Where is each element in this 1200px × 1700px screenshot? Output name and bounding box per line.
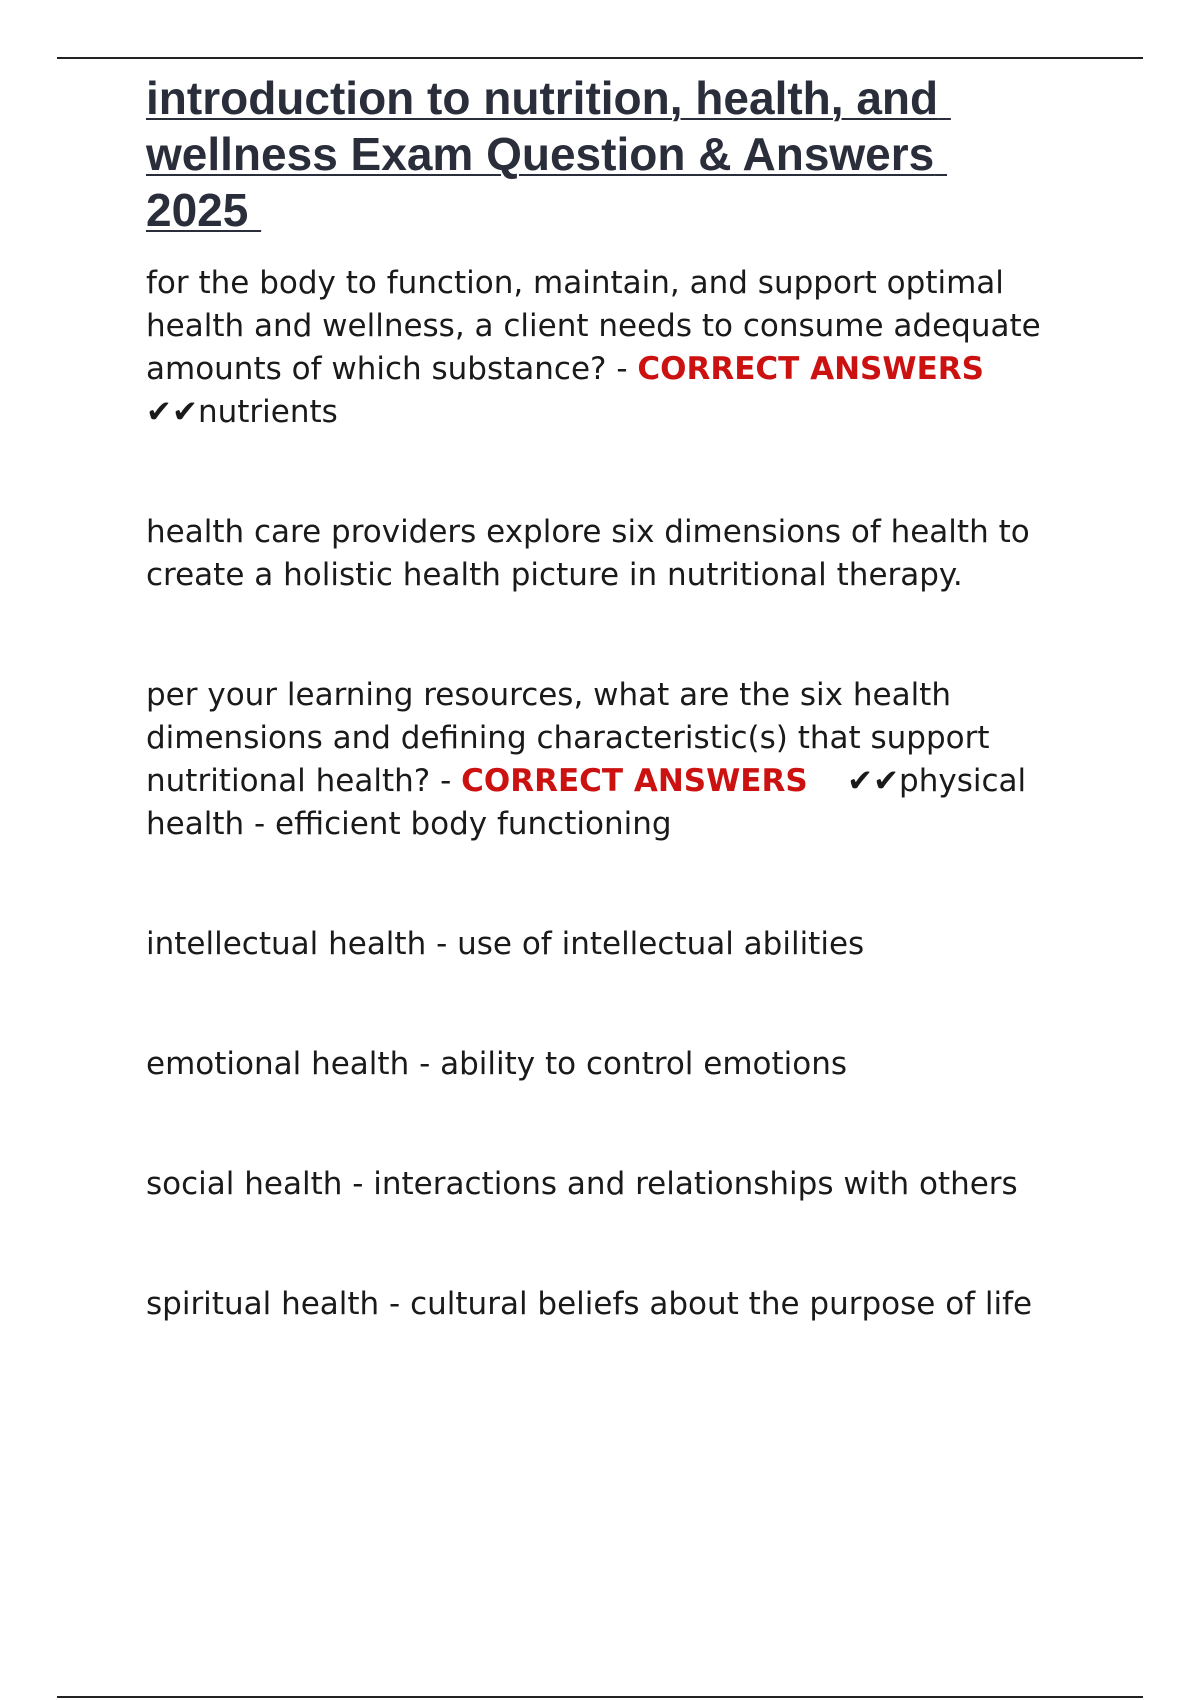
top-rule <box>57 57 1143 59</box>
question-1-text: for the body to function, maintain, and support optimal health and wellness, a client needs to consume adequate amounts of which substance? - <box>146 265 1041 387</box>
intro-paragraph: health care providers explore six dimensions of health to create a holistic health picture in nutritional therapy. <box>146 514 1030 593</box>
bottom-rule <box>57 1696 1143 1698</box>
dimension-social: social health - interactions and relationships with others <box>146 1166 1018 1202</box>
question-2 <box>146 674 1096 846</box>
dimension-emotional: emotional health - ability to control emotions <box>146 1046 848 1082</box>
document-title: introduction to nutrition, health, and wellness Exam Question & Answers 2025 <box>146 72 951 236</box>
answer-1-text: ✔✔nutrients <box>146 394 338 430</box>
correct-answers-label-1: CORRECT ANSWERS <box>637 351 984 387</box>
dimension-intellectual: intellectual health - use of intellectual abilities <box>146 926 865 962</box>
correct-answers-label-2: CORRECT ANSWERS <box>461 763 808 799</box>
dimension-spiritual: spiritual health - cultural beliefs about the purpose of life <box>146 1286 1033 1322</box>
answer-2-text: ✔✔physical health - efficient body functioning <box>146 763 1027 842</box>
document-content <box>146 70 1096 1326</box>
answer-2-spacer <box>808 763 847 799</box>
question-1 <box>146 262 1096 434</box>
question-2-text: per your learning resources, what are the six health dimensions and defining characteristic(s) that support nutritional health? - <box>146 677 990 799</box>
